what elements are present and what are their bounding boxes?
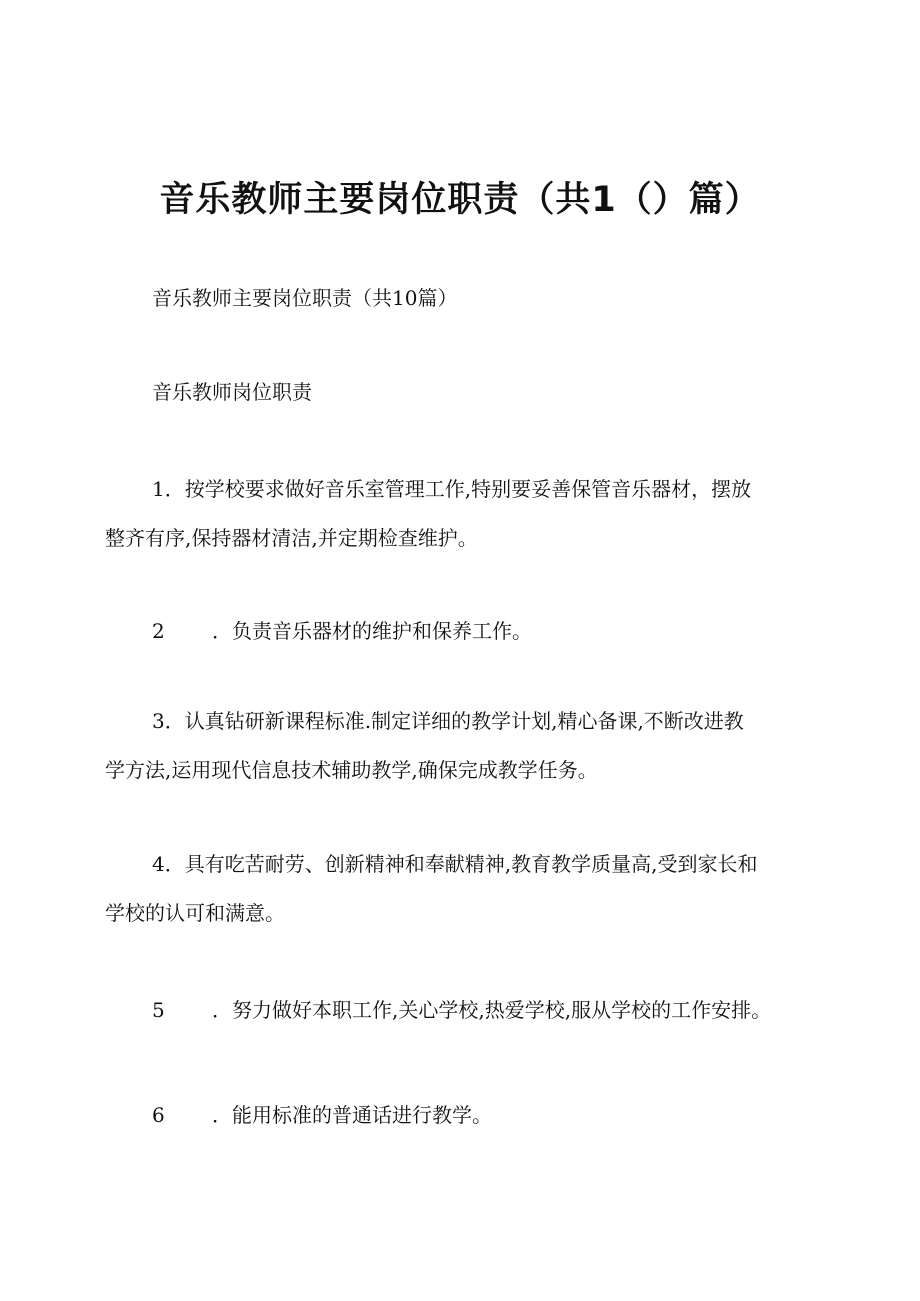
duty-item-2-text: ．负责音乐器材的维护和保养工作。 (212, 619, 532, 643)
duty-item-3 (105, 697, 825, 795)
duty-item-5 (152, 996, 771, 1024)
section-heading: 音乐教师岗位职责 (152, 380, 312, 404)
duty-item-2-number: 2 (152, 619, 165, 643)
duty-item-6-text: ．能用标准的普通话进行教学。 (212, 1103, 492, 1127)
duty-item-4-line1 (105, 840, 825, 889)
duty-item-3-text: ．认真钻研新课程标准.制定详细的教学计划,精心备课,不断改进教 (164, 709, 744, 733)
duty-item-1 (105, 465, 825, 563)
duty-item-6 (152, 1101, 492, 1129)
duty-item-1-line2: 整齐有序,保持器材清洁,并定期检查维护。 (105, 526, 478, 550)
duty-item-4-text: ．具有吃苦耐劳、创新精神和奉献精神,教育教学质量高,受到家长和 (164, 852, 758, 876)
duty-item-5-number: 5 (152, 998, 165, 1022)
duty-item-4-line2: 学校的认可和满意。 (105, 901, 285, 925)
duty-item-3-line2: 学方法,运用现代信息技术辅助教学,确保完成教学任务。 (105, 758, 598, 782)
duty-item-3-line1 (105, 697, 825, 746)
duty-item-1-text: ．按学校要求做好音乐室管理工作,特别要妥善保管音乐器材，摆放 (164, 477, 752, 501)
document-subtitle: 音乐教师主要岗位职责（共10篇） (152, 286, 458, 310)
duty-item-2 (152, 617, 532, 645)
duty-item-5-text: ．努力做好本职工作,关心学校,热爱学校,服从学校的工作安排。 (212, 998, 772, 1022)
duty-item-1-line1 (105, 465, 825, 514)
duty-item-3-number: 3 (152, 709, 165, 733)
duty-item-1-number: 1 (152, 477, 165, 501)
duty-item-6-number: 6 (152, 1103, 165, 1127)
document-title: 音乐教师主要岗位职责（共1（）篇） (159, 180, 761, 220)
duty-item-4-number: 4 (152, 852, 165, 876)
duty-item-4 (105, 840, 825, 938)
